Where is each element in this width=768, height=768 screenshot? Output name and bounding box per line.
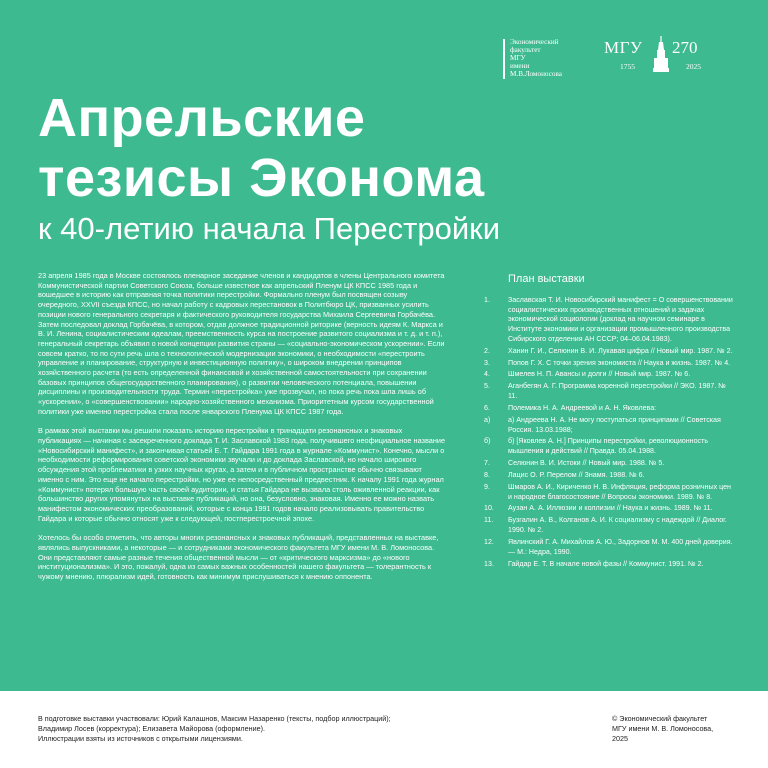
plan-item <box>484 504 734 514</box>
plan-item-number: 2. <box>484 346 490 355</box>
plan-item <box>484 416 734 435</box>
plan-item <box>484 483 734 502</box>
anniversary-number: 270 <box>672 38 698 57</box>
plan-item-number: 7. <box>484 459 490 468</box>
econ-logo-line: МГУ <box>510 54 526 63</box>
copyright-line: МГУ имени М. В. Ломоносова, <box>612 723 714 733</box>
econ-logo-line: факультет <box>510 46 541 55</box>
title-line: тезисы Эконома <box>38 148 485 208</box>
econ-logo-line: М.В.Ломоносова <box>510 70 562 79</box>
year-end: 2025 <box>686 62 701 71</box>
page-title <box>38 88 485 208</box>
plan-item <box>484 347 734 357</box>
plan-item-number: 11. <box>484 516 494 525</box>
year-start: 1755 <box>620 62 635 71</box>
intro-paragraph: Хотелось бы особо отметить, что авторы многих резонансных и знаковых публикаций, представленных на выставке, являлись выпускниками, а некоторые — и сотрудниками экономического факультета МГУ имени М. В. Ломоносова. Они представляют самые разные течения общественной мысли — от «критического марксизма» до «нового институционализма». И это, пожалуй, одна из самых важных особенностей нашего факультета — толерантность к чужому мнению, плюрализм идей, готовность как минимум прислушиваться к мнению оппонента. <box>38 533 439 581</box>
plan-item-text: Селюнин В. И. Истоки // Новый мир. 1988. № 5. <box>508 459 665 468</box>
intro-paragraph: 23 апреля 1985 года в Москве состоялось пленарное заседание членов и кандидатов в члены Центрального комитета Коммунистической партии Советского Союза, больше известное как апрельский Пленум ЦК КПСС 1985 года и вошедшее в историю как отправная точка политики перестройки. Формально пленум был посвящен созыву очередного, XXVII съезда КПСС, но начал работу с кадровых перестановок в Политбюро ЦК, призванных усилить позиции нового генерального секретаря и фактического руководителя государства Михаила Сергеевича Горбачёва. Затем последовал доклад Горбачёва, в котором, отдав должное традиционной риторике (верность идеям К. Маркса и В. И. Ленина, социалистическим идеалам, преемственность курса на построение развитого социализма и т. д. и т. п.), генеральный секретарь объявил о новой концепции развития страны — «социально-экономическом ускорении». Если совсем кратко, то по сути речь шла о технологической модернизации экономики, о необходимости «перестроить управление и планирование, структурную и инвестиционную политику», о широком внедрении принципов хозяйственного расчета (то есть определенной финансовой и хозяйственной самостоятельности при сохранении базовых принципов общегосударственного планирования), о развитии человеческого потенциала, повышении дисциплины и производительности труда. Термин «перестройка» уже прозвучал, но пока речь пока шла лишь об «ускорении», о «совершенствовании» народно-хозяйственного механизма. Приоритетным курсом государственной политики уже именно перестройка стала после январского Пленума ЦК КПСС 1987 года. <box>38 271 445 416</box>
plan-item <box>484 404 734 414</box>
econ-logo-line: имени <box>510 62 530 71</box>
plan-item <box>484 471 734 481</box>
credits-line: Иллюстрации взяты из источников с открытыми лицензиями. <box>38 733 243 743</box>
plan-item-number: 12. <box>484 537 494 546</box>
copyright-line: 2025 <box>612 733 628 743</box>
plan-item-text: Гайдар Е. Т. В начале новой фазы // Коммунист. 1991. № 2. <box>508 559 704 568</box>
intro-paragraph: В рамках этой выставки мы решили показать историю перестройки в тринадцати резонансных и знаковых публикациях — начиная с засекреченного доклада Т. И. Заславской 1983 года, получившего неофициальное название «Новосибирский манифест», и закончивая статьей Е. Т. Гайдара 1991 года в журнале «Коммунист». Конечно, мысли о необходимости реформирования советской экономики звучали и до доклада Заславской, но начало широкого обсуждения этой проблематики в узких научных кругах, а затем и в публичном пространстве обычно связывают именно с ним. Это еще не начало перестройки, но уже ее непосредственный предвестник. К началу 1991 года журнал «Коммунист» потерял большую часть своей аудитории, и статья Гайдара не вызвала столь оживленной реакции, как большинство других упомянутых на выставке публикаций, но она, безусловно, знаковая. Именно ее можно назвать манифестом экономических преобразований, которые с конца 1991 годов начало реализовывать правительство Гайдара и которые обычно относят уже к следующей, постперестроечной эпохе. <box>38 426 446 523</box>
econ-logo-text <box>510 38 562 79</box>
plan-item-number: б) <box>484 437 491 446</box>
copyright <box>612 714 742 743</box>
title-line: Апрельские <box>38 88 366 148</box>
msu-270-logo <box>604 36 734 76</box>
plan-item-text: Полемика Н. А. Андреевой и А. Н. Яковлева: <box>508 403 657 412</box>
plan-item-text: Ханин Г. И., Селюнин В. И. Лукавая цифра // Новый мир. 1987. № 2. <box>508 346 733 355</box>
copyright-line: © Экономический факультет <box>612 714 708 723</box>
plan-item-text: Аузан А. А. Иллюзии и коллизии // Наука и жизнь. 1989. № 11. <box>508 504 713 513</box>
plan-item <box>484 382 734 401</box>
plan-item-text: а) Андреева Н. А. Не могу поступаться принципами // Советская Россия. 13.03.1988; <box>508 415 721 434</box>
plan-list <box>484 296 734 571</box>
plan-item <box>484 359 734 369</box>
page-subtitle: к 40-летию начала Перестройки <box>38 211 501 246</box>
plan-item-text: Лацис О. Р. Перелом // Знамя. 1988. № 6. <box>508 470 645 479</box>
credits-line: В подготовке выставки участвовали: Юрий Калашнов, Максим Назаренко (тексты, подбор иллюстраций); <box>38 714 391 723</box>
plan-item-text: Шмаров А. И., Кириченко Н. В. Инфляция, реформа розничных цен и народное благосостояние // Вопросы экономики. 1989. № 8. <box>508 482 731 501</box>
plan-item-number: 9. <box>484 482 490 491</box>
credits-line: Владимир Лосев (корректура); Елизавета Майорова (оформление). <box>38 723 265 733</box>
plan-item <box>484 560 734 570</box>
plan-item-number: 6. <box>484 403 490 412</box>
msu-label: МГУ <box>604 38 643 57</box>
plan-item-text: Заславская Т. И. Новосибирский манифест = О совершенствовании социалистических производственных отношений и задачах экономической социологии (доклад на научном семинаре в Институте экономики и организации промышленного производства Сибирского отделения АН СССР; 04–06.04.1983). <box>508 296 733 343</box>
plan-item-text: Аганбегян А. Г. Программа коренной перестройки // ЭКО. 1987. № 11. <box>508 382 726 401</box>
plan-item <box>484 459 734 469</box>
plan-item <box>484 437 734 456</box>
plan-item-number: 13. <box>484 559 494 568</box>
plan-item-number: 3. <box>484 358 490 367</box>
msu-building-icon <box>653 36 669 74</box>
plan-item-number: а) <box>484 415 491 424</box>
plan-item <box>484 516 734 535</box>
econ-logo-line: Экономический <box>510 38 559 46</box>
plan-item <box>484 538 734 557</box>
plan-item-text: Бузгалин А. В., Колганов А. И. К социализму с надеждой // Диалог. 1990. № 2. <box>508 516 727 535</box>
plan-item-number: 10. <box>484 504 494 513</box>
plan-title: План выставки <box>508 273 585 285</box>
plan-item-number: 4. <box>484 370 490 379</box>
plan-item-text: б) [Яковлев А. Н.] Принципы перестройки, революционность мышления и действий // Правда. 05.04.1988. <box>508 437 709 456</box>
plan-item <box>484 370 734 380</box>
credits <box>38 714 508 743</box>
plan-item-number: 1. <box>484 296 490 304</box>
plan-item <box>484 296 734 345</box>
plan-item-number: 5. <box>484 382 490 391</box>
plan-item-text: Шмелев Н. П. Авансы и долги // Новый мир. 1987. № 6. <box>508 370 691 379</box>
econ-faculty-logo <box>503 38 562 79</box>
intro-text <box>38 271 446 591</box>
plan-item-number: 8. <box>484 470 490 479</box>
plan-item-text: Явлинский Г. А. Михайлов А. Ю., Задорнов М. М. 400 дней доверия. — М.: Недра, 1990. <box>508 537 733 556</box>
plan-item-text: Попов Г. Х. С точки зрения экономиста // Наука и жизнь. 1987. № 4. <box>508 358 731 367</box>
logo-bar <box>503 39 505 79</box>
